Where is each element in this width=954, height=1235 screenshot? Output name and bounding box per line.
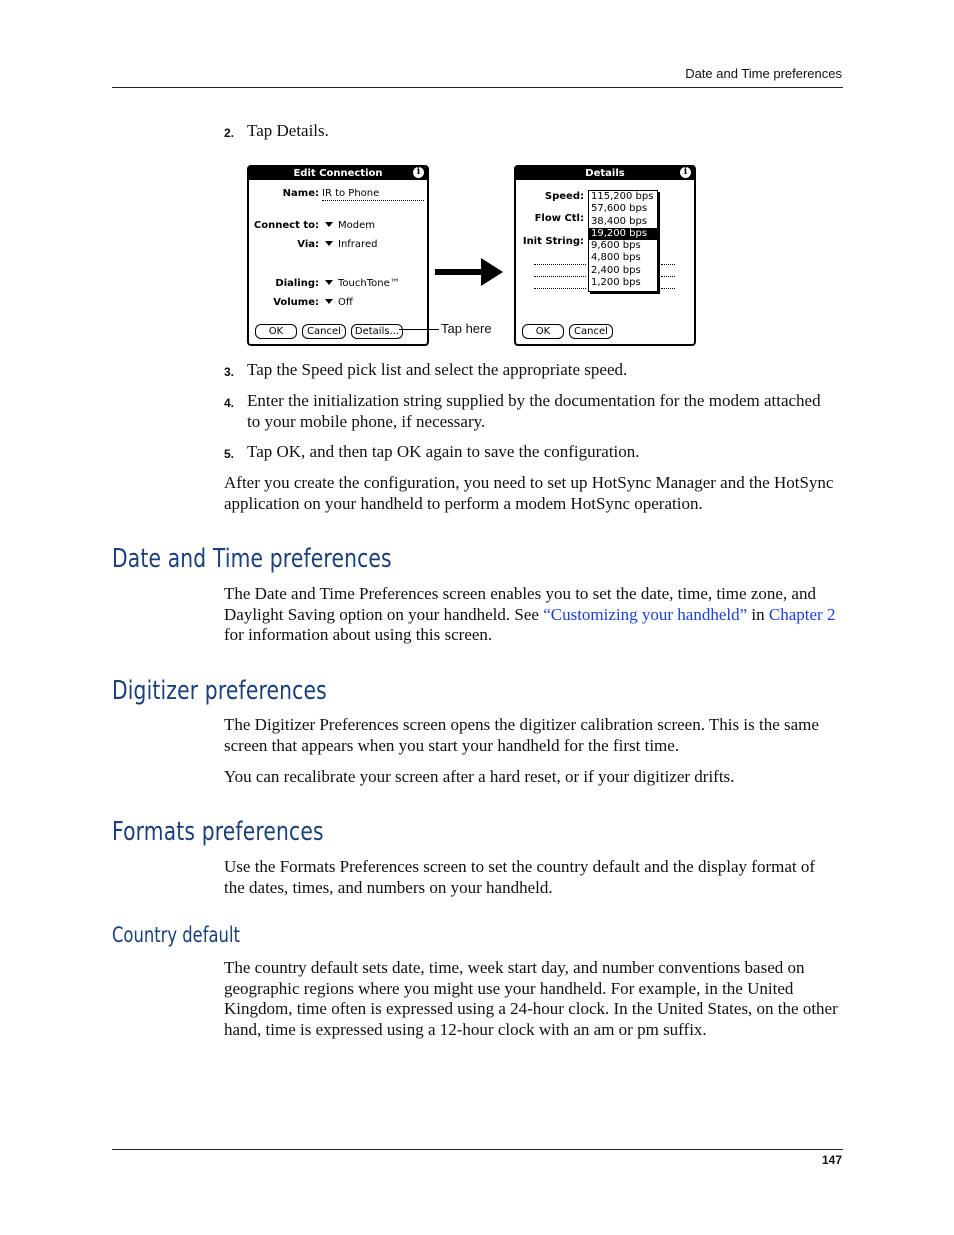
info-icon[interactable]: i <box>680 167 691 178</box>
details-screen <box>514 165 696 346</box>
step-number: 2. <box>224 126 235 140</box>
connect-to-picker[interactable] <box>325 220 375 231</box>
init-string-line[interactable] <box>661 276 675 277</box>
step-text: Tap the Speed pick list and select the appropriate speed. <box>247 360 628 379</box>
callout-line <box>399 329 439 330</box>
volume-value: Off <box>338 297 353 308</box>
edit-connection-title: Edit Connection <box>293 168 383 179</box>
via-value: Infrared <box>338 239 378 250</box>
init-string-line[interactable] <box>534 288 586 289</box>
speed-option[interactable]: 2,400 bps <box>591 264 641 276</box>
speed-label: Speed: <box>544 191 584 202</box>
step-text: Enter the initialization string supplied by the documentation for the modem attached to your mobile phone, if necessary. <box>247 391 821 431</box>
step-number: 3. <box>224 365 235 379</box>
flow-ctl-label: Flow Ctl: <box>534 213 584 224</box>
section-heading: Digitizer preferences <box>112 676 327 706</box>
via-label: Via: <box>297 239 319 250</box>
section-heading: Date and Time preferences <box>112 544 392 574</box>
speed-option[interactable]: 4,800 bps <box>591 252 641 264</box>
init-string-label: Init String: <box>522 236 584 247</box>
speed-option[interactable]: 1,200 bps <box>591 277 641 289</box>
step-number: 5. <box>224 447 235 461</box>
paragraph-text: The Date and Time Preferences screen enables you to set the date, time, time zone, and Daylight Saving option on your handheld. See <box>224 584 816 624</box>
dialing-picker[interactable] <box>325 278 400 289</box>
chevron-down-icon <box>325 241 333 246</box>
step-number: 4. <box>224 396 235 410</box>
speed-option[interactable]: 38,400 bps <box>591 215 648 227</box>
header-rule <box>112 87 843 88</box>
paragraph-text: in <box>747 604 769 624</box>
paragraph: Use the Formats Preferences screen to set the country default and the display format of the dates, times, and numbers on your handheld. <box>224 857 816 897</box>
dialing-value: TouchTone™ <box>338 278 400 289</box>
footer-rule <box>112 1149 843 1150</box>
ok-button[interactable]: OK <box>255 324 297 339</box>
page-number: 147 <box>821 1153 842 1167</box>
paragraph-text: for information about using this screen. <box>224 625 493 644</box>
details-title: Details <box>585 168 625 179</box>
edit-connection-titlebar <box>249 167 427 180</box>
paragraph: After you create the configuration, you need to set up HotSync Manager and the HotSync application on your handheld to perform a modem HotSync operation. <box>224 473 834 513</box>
cancel-button[interactable]: Cancel <box>569 324 613 339</box>
name-field[interactable]: IR to Phone <box>322 188 424 201</box>
ok-button[interactable]: OK <box>522 324 564 339</box>
callout-label: Tap here <box>441 321 492 336</box>
paragraph: You can recalibrate your screen after a hard reset, or if your digitizer drifts. <box>224 767 735 786</box>
section-heading: Formats preferences <box>112 817 324 847</box>
subsection-heading: Country default <box>112 923 240 947</box>
volume-label: Volume: <box>273 297 319 308</box>
details-button[interactable]: Details... <box>351 324 403 339</box>
running-header: Date and Time preferences <box>685 66 842 81</box>
chevron-down-icon <box>325 280 333 285</box>
init-string-line[interactable] <box>661 264 675 265</box>
arrow-right-icon <box>435 258 505 286</box>
chapter-2-link[interactable]: Chapter 2 <box>768 604 836 624</box>
via-picker[interactable] <box>325 239 377 250</box>
chevron-down-icon <box>325 299 333 304</box>
paragraph: The Digitizer Preferences screen opens the digitizer calibration screen. This is the same screen that appears when you start your handheld for the first time. <box>224 715 819 755</box>
details-titlebar <box>516 167 694 180</box>
volume-picker[interactable] <box>325 297 353 308</box>
init-string-line[interactable] <box>534 264 586 265</box>
speed-option-selected[interactable]: 19,200 bps <box>589 228 657 240</box>
speed-pick-list[interactable] <box>588 190 658 292</box>
edit-connection-screen <box>247 165 429 346</box>
paragraph: The country default sets date, time, week start day, and number conventions based on geographic regions where you might use your handheld. For example, in the United Kingdom, time often is expressed using a 24-hour clock. In the United States, on the other hand, time is expressed using a 12-hour clock with an am or pm suffix. <box>224 958 838 1039</box>
customizing-handheld-link[interactable]: “Customizing your handheld” <box>543 604 748 624</box>
speed-option[interactable]: 57,600 bps <box>591 203 648 215</box>
step-text: Tap Details. <box>247 121 329 140</box>
connect-to-label: Connect to: <box>253 220 319 231</box>
speed-option[interactable]: 115,200 bps <box>591 191 654 202</box>
step-text: Tap OK, and then tap OK again to save the configuration. <box>247 442 640 461</box>
info-icon[interactable]: i <box>413 167 424 178</box>
speed-option[interactable]: 9,600 bps <box>591 240 641 252</box>
init-string-line[interactable] <box>661 288 675 289</box>
init-string-line[interactable] <box>534 276 586 277</box>
name-label: Name: <box>282 188 319 199</box>
dialing-label: Dialing: <box>275 278 319 289</box>
connect-to-value: Modem <box>338 220 375 231</box>
chevron-down-icon <box>325 222 333 227</box>
paragraph <box>224 584 842 646</box>
cancel-button[interactable]: Cancel <box>302 324 346 339</box>
